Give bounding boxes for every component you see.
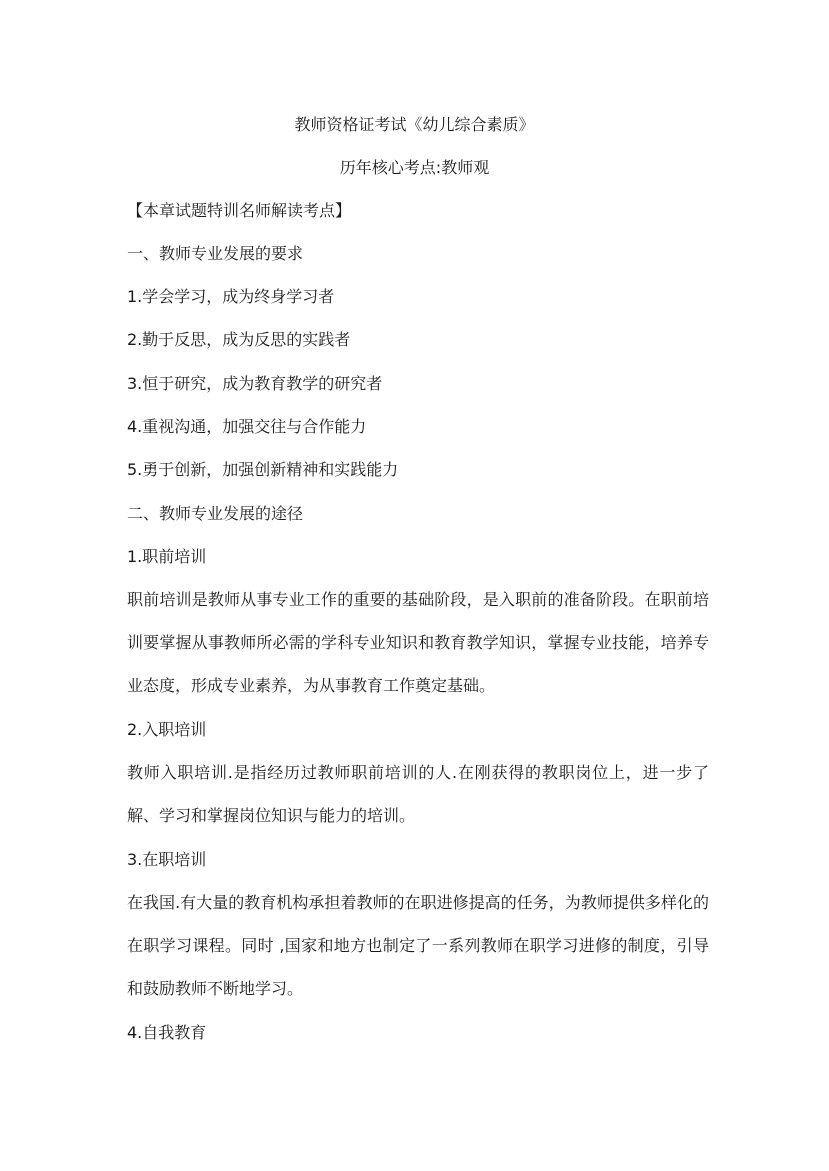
subsection-heading: 3.在职培训 <box>127 850 207 869</box>
paragraph: 教师入职培训.是指经历过教师职前培训的人.在刚获得的教职岗位上，进一步了解、学习和掌握岗位知识与能力的培训。 <box>127 763 709 825</box>
list-item: 5.勇于创新，加强创新精神和实践能力 <box>127 460 399 479</box>
subsection-heading: 2.入职培训 <box>127 720 207 739</box>
subsection-heading: 4.自我教育 <box>127 1023 207 1042</box>
document-subtitle: 历年核心考点:教师观 <box>339 158 490 177</box>
list-item: 4.重视沟通，加强交往与合作能力 <box>127 417 367 436</box>
paragraph: 在我国.有大量的教育机构承担着教师的在职进修提高的任务，为教师提供多样化的在职学习课程。同时 ,国家和地方也制定了一系列教师在职学习进修的制度，引导和鼓励教师不断地学习。 <box>127 893 709 998</box>
section-heading: 二、教师专业发展的途径 <box>127 504 304 523</box>
list-item: 3.恒于研究，成为教育教学的研究者 <box>127 374 383 393</box>
paragraph: 职前培训是教师从事专业工作的重要的基础阶段，是入职前的准备阶段。在职前培训要掌握从事教师所必需的学科专业知识和教育教学知识，掌握专业技能，培养专业态度，形成专业素养，为从事教育工作奠定基础。 <box>127 590 709 695</box>
section-heading: 一、教师专业发展的要求 <box>127 244 304 263</box>
chapter-heading: 【本章试题特训名师解读考点】 <box>127 201 352 220</box>
list-item: 2.勤于反思，成为反思的实践者 <box>127 330 351 349</box>
document-title: 教师资格证考试《幼儿综合素质》 <box>294 115 535 134</box>
list-item: 1.学会学习，成为终身学习者 <box>127 287 335 306</box>
subsection-heading: 1.职前培训 <box>127 547 207 566</box>
